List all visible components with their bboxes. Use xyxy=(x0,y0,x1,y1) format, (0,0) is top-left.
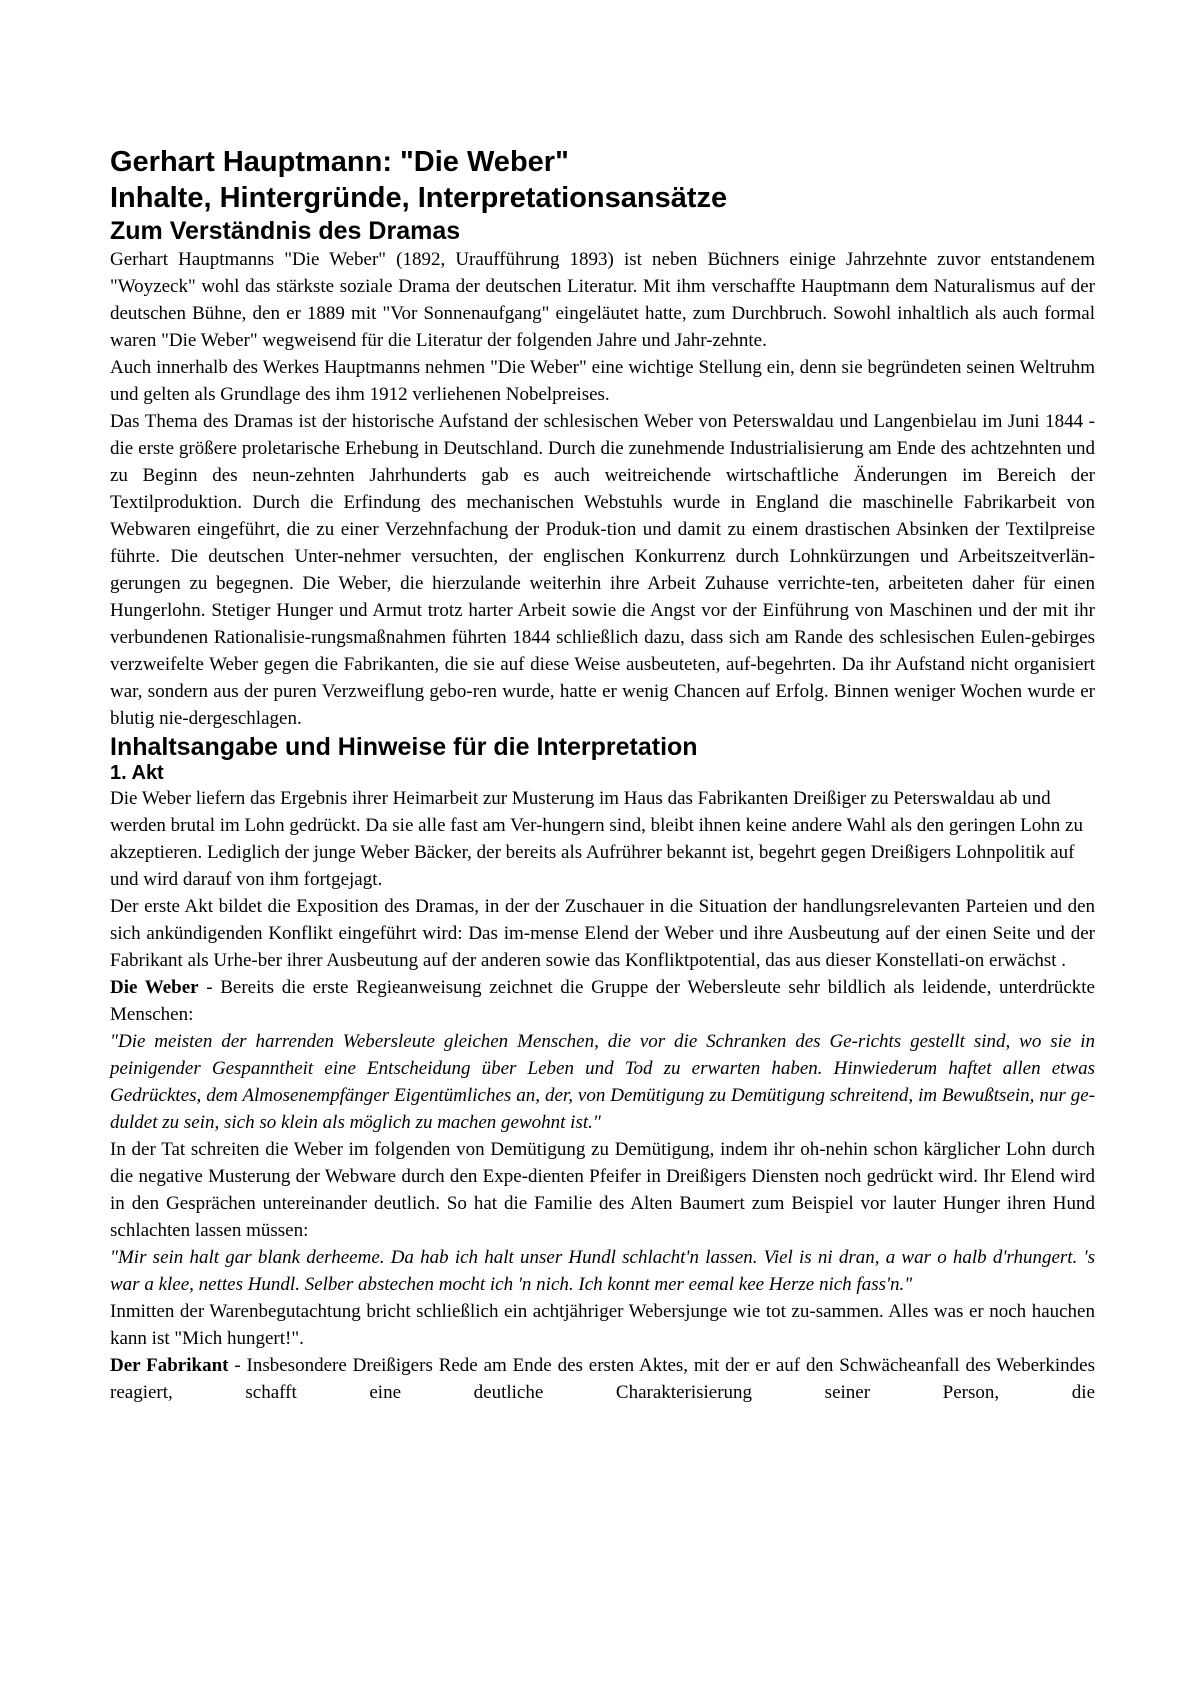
paragraph-intro: Gerhart Hauptmanns "Die Weber" (1892, Uraufführung 1893) ist neben Büchners einige Jahrzehnte zuvor entstandenem "Woyzeck" wohl das stärkste soziale Drama der deutschen Literatur. Mit ihm verschaffte Hauptmann dem Naturalismus auf der deutschen Bühne, den er 1889 mit "Vor Sonnenaufgang" eingeläutet hatte, zum Durchbruch. Sowohl inhaltlich als auch formal waren "Die Weber" wegweisend für die Literatur der folgenden Jahre und Jahr-zehnte. xyxy=(110,249,1095,351)
quote-baumert: "Mir sein halt gar blank derheeme. Da hab ich halt unser Hundl schlacht'n lassen. Viel is ni dran, a war o halb d'rhungert. 's war a klee, nettes Hundl. Selber abstechen mocht ich 'n nich. Ich konnt mer eemal kee Herze nich fass'n." xyxy=(110,1247,1095,1295)
paragraph-weavers-text: - Bereits die erste Regieanweisung zeichnet die Gruppe der Webersleute sehr bildlich als leidende, unterdrückte Menschen: xyxy=(110,977,1095,1025)
paragraph-collapse: Inmitten der Warenbegutachtung bricht schließlich ein achtjähriger Webersjunge wie tot zu-sammen. Alles was er noch hauchen kann ist "Mich hungert!". xyxy=(110,1301,1095,1349)
lead-die-weber: Die Weber xyxy=(110,977,199,998)
document-subtitle: Inhalte, Hintergründe, Interpretationsansätze xyxy=(110,182,728,214)
subheading-act-1: 1. Akt xyxy=(110,762,164,784)
quote-stage-direction: "Die meisten der harrenden Webersleute gleichen Menschen, die vor die Schranken des Ge-richts gestellt sind, wo sie in peinigender Gespanntheit eine Entscheidung über Leben und Tod zu erwarten haben. Hinwiederum haftet allen etwas Gedrücktes, dem Almosenempfänger Eigentümliches an, der, von Demütigung zu Demütigung schreitend, im Bewußtsein, nur ge-duldet zu sein, sich so klein als möglich zu machen gewohnt ist." xyxy=(110,1031,1095,1133)
paragraph-humiliation: In der Tat schreiten die Weber im folgenden von Demütigung zu Demütigung, indem ihr oh-nehin schon kärglicher Lohn durch die negative Musterung der Webware durch den Expe-dienten Pfeifer in Dreißigers Diensten noch gedrückt wird. Ihr Elend wird in den Gesprächen untereinander deutlich. So hat die Familie des Alten Baumert zum Beispiel vor lauter Hunger ihren Hund schlachten lassen müssen: xyxy=(110,1139,1095,1241)
document-title: Gerhart Hauptmann: "Die Weber" xyxy=(110,146,569,178)
paragraph-work-position: Auch innerhalb des Werkes Hauptmanns nehmen "Die Weber" eine wichtige Stellung ein, denn sie begründeten seinen Weltruhm und gelten als Grundlage des ihm 1912 verliehenen Nobelpreises. xyxy=(110,357,1095,405)
paragraph-historical-background: Das Thema des Dramas ist der historische Aufstand der schlesischen Weber von Peterswaldau und Langenbielau im Juni 1844 - die erste größere proletarische Erhebung in Deutschland. Durch die zunehmende Industrialisierung am Ende des achtzehnten und zu Beginn des neun-zehnten Jahrhunderts gab es auch weitreichende wirtschaftliche Änderungen im Bereich der Textilproduktion. Durch die Erfindung des mechanischen Webstuhls wurde in England die maschinelle Fabrikarbeit von Webwaren eingeführt, die zu einer Verzehnfachung der Produk-tion und damit zu einem drastischen Absinken der Textilpreise führte. Die deutschen Unter-nehmer versuchten, der englischen Konkurrenz durch Lohnkürzungen und Arbeitszeitverlän-gerungen zu begegnen. Die Weber, die hierzulande weiterhin ihre Arbeit Zuhause verrichte-ten, arbeiteten daher für einen Hungerlohn. Stetiger Hunger und Armut trotz harter Arbeit sowie die Angst vor der Einführung von Maschinen und der mit ihr verbundenen Rationalisie-rungsmaßnahmen führten 1844 schließlich dazu, dass sich am Rande des schlesischen Eulen-gebirges verzweifelte Weber gegen die Fabrikanten, die sie auf diese Weise ausbeuteten, auf-begehrten. Da ihr Aufstand nicht organisiert war, sondern aus der puren Verzweiflung gebo-ren wurde, hatte er wenig Chancen auf Erfolg. Binnen weniger Wochen wurde er blutig nie-dergeschlagen. xyxy=(110,411,1095,729)
lead-der-fabrikant: Der Fabrikant xyxy=(110,1355,229,1376)
paragraph-act1-summary: Die Weber liefern das Ergebnis ihrer Heimarbeit zur Musterung im Haus das Fabrikanten Dreißiger zu Peterswaldau ab und werden brutal im Lohn gedrückt. Da sie alle fast am Ver-hungern sind, bleibt ihnen keine andere Wahl als den geringen Lohn zu akzeptieren. Lediglich der junge Weber Bäcker, der bereits als Aufrührer bekannt ist, begehrt gegen Dreißigers Lohnpolitik auf und wird darauf von ihm fortgejagt. xyxy=(110,788,1083,890)
paragraph-manufacturer-text: - Insbesondere Dreißigers Rede am Ende des ersten Aktes, mit der er auf den Schwächeanfall des Weberkindes reagiert, schafft eine deutliche Charakterisierung seiner Person, die xyxy=(110,1355,1096,1403)
paragraph-manufacturer xyxy=(110,1352,1095,1406)
paragraph-weavers xyxy=(110,974,1095,1028)
document-page xyxy=(110,145,1095,1406)
paragraph-exposition: Der erste Akt bildet die Exposition des Dramas, in der der Zuschauer in die Situation der handlungsrelevanten Parteien und den sich ankündigenden Konflikt eingeführt wird: Das im-mense Elend der Weber und ihre Ausbeutung auf der einen Seite und der Fabrikant als Urhe-ber ihrer Ausbeutung auf der anderen sowie das Konfliktpotential, das aus dieser Konstellati-on erwächst . xyxy=(110,896,1095,971)
section-heading-summary: Inhaltsangabe und Hinweise für die Interpretation xyxy=(110,733,698,761)
section-heading-understanding: Zum Verständnis des Dramas xyxy=(110,217,461,245)
